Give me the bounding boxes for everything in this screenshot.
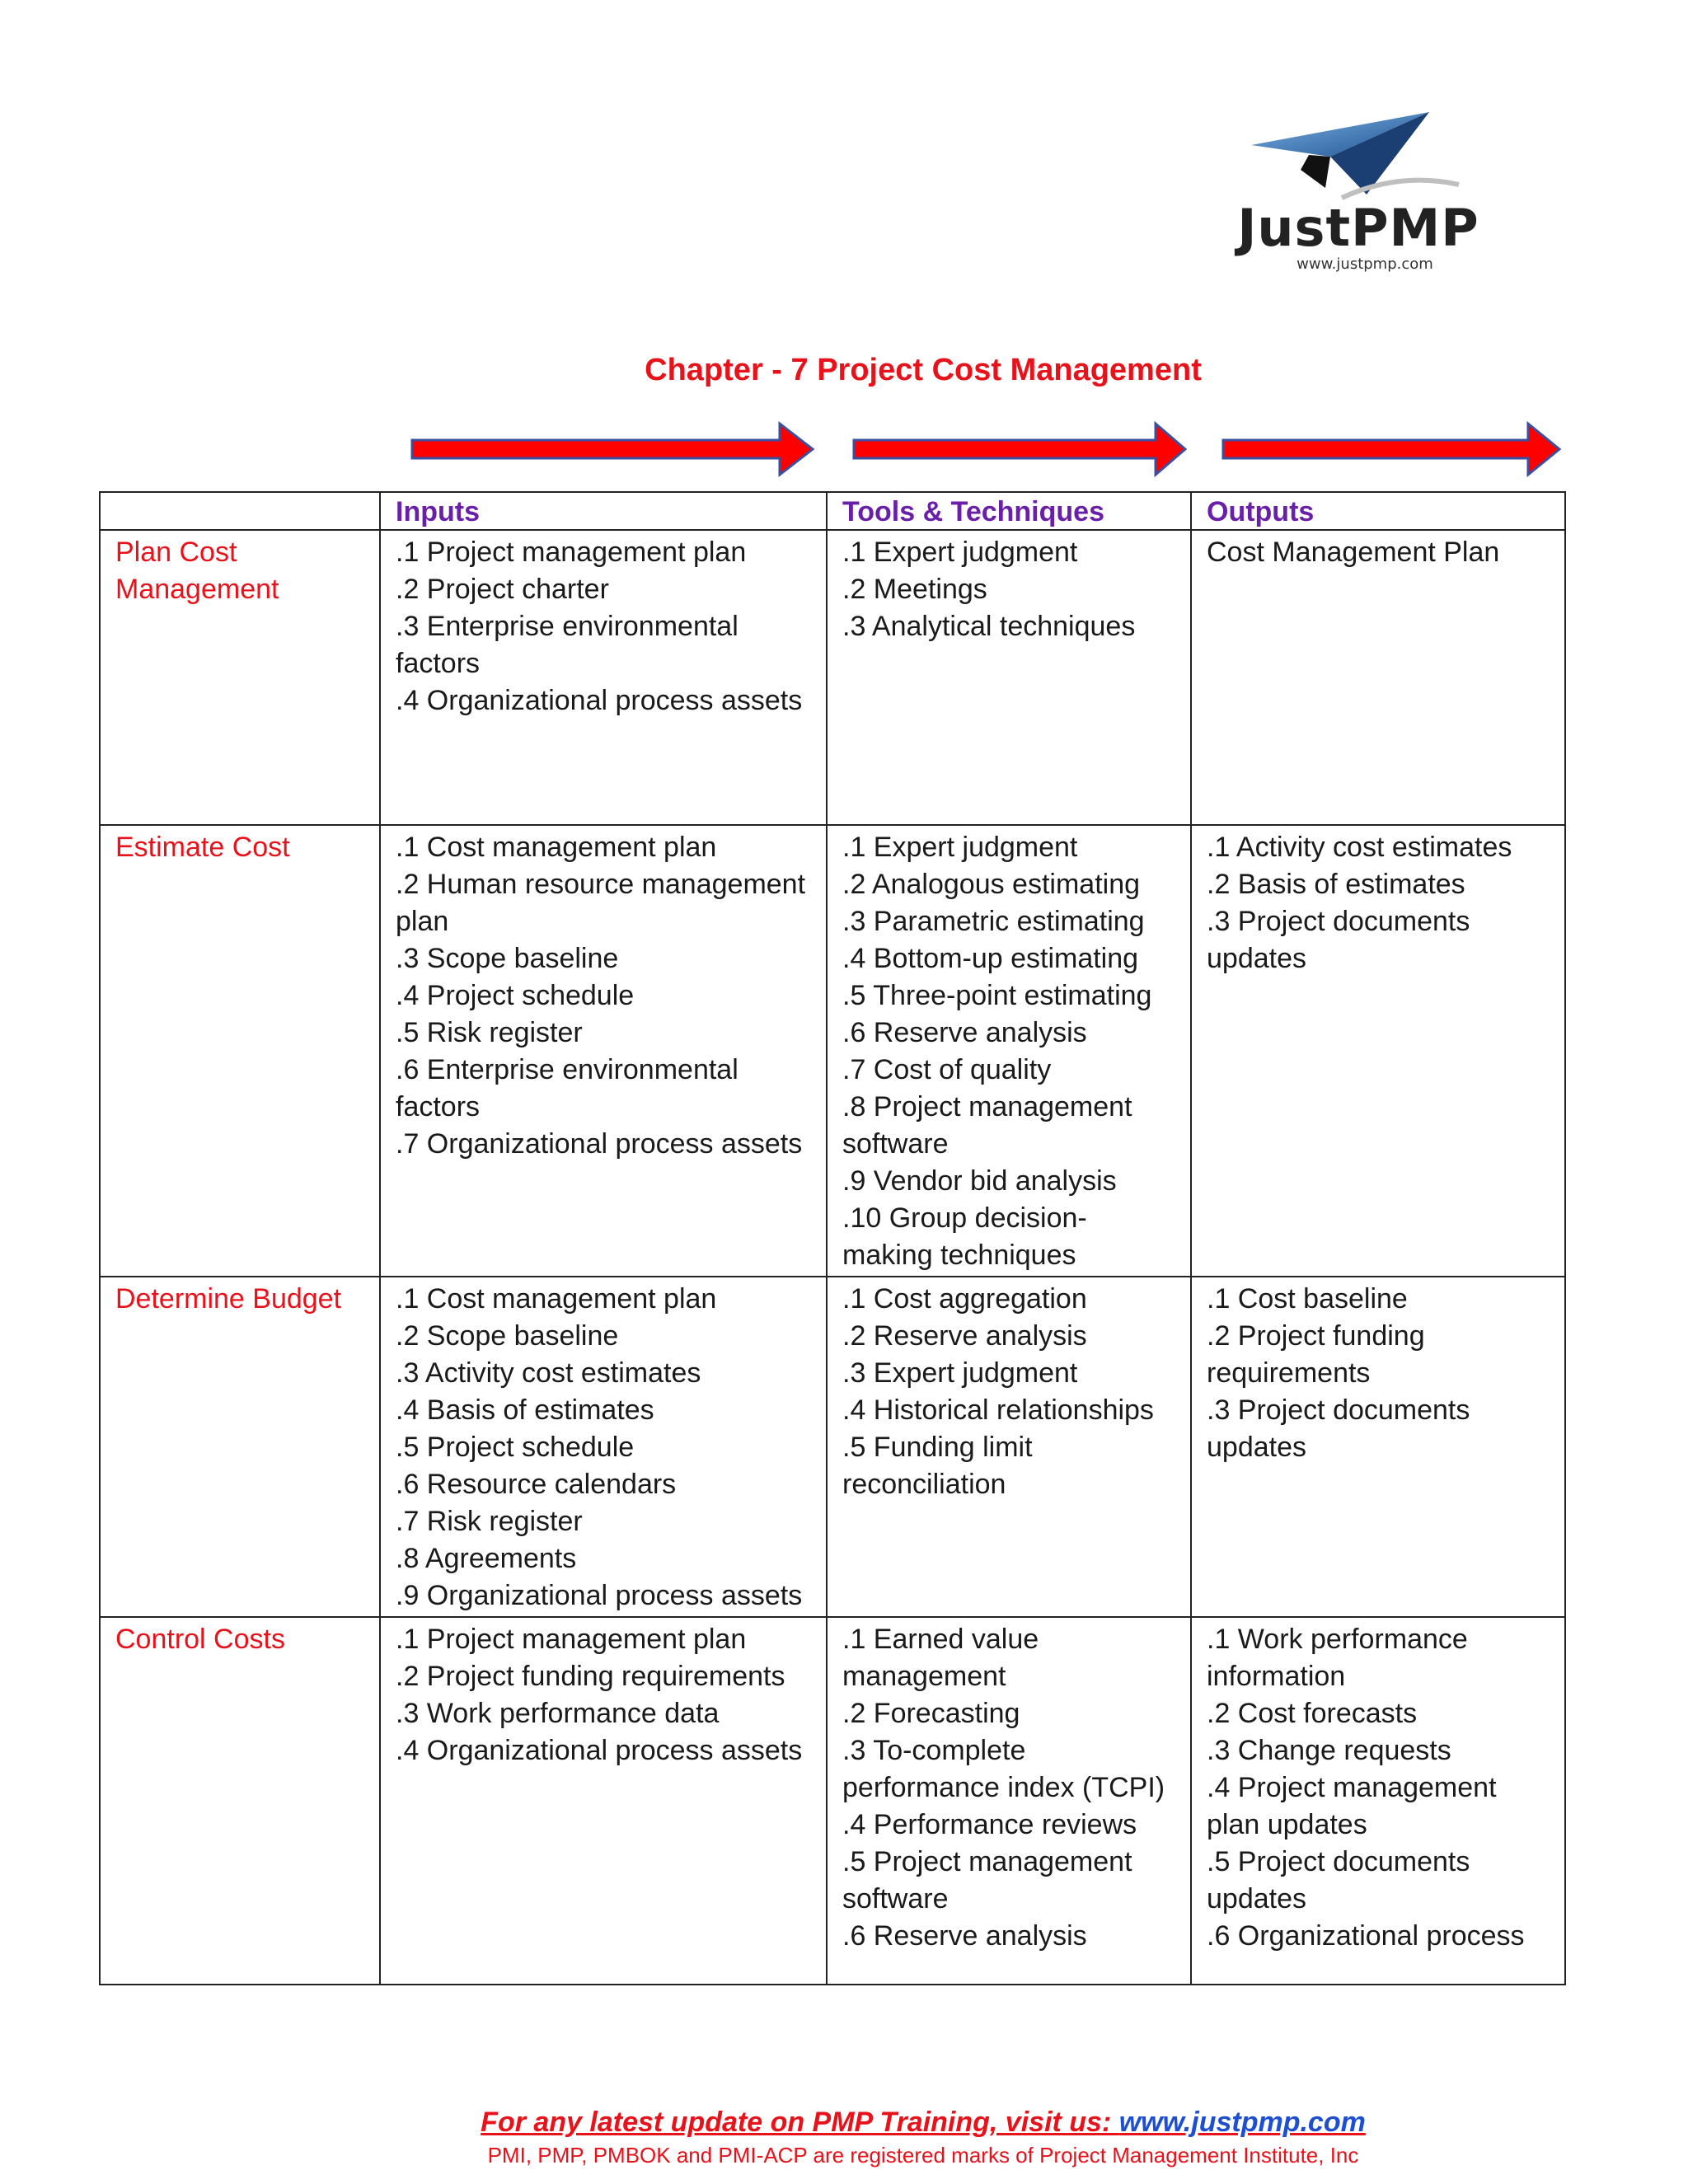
list-item: .2 Meetings [842, 574, 987, 605]
cell-inputs [380, 825, 827, 1277]
list-item: .3 Parametric estimating [842, 906, 1145, 937]
list-item: .5 Risk register [396, 1017, 583, 1048]
footer-trademark: PMI, PMP, PMBOK and PMI-ACP are registered marks of Project Management Institute, Inc [487, 2143, 1359, 2168]
list-item: .6 Organizational process [1207, 1920, 1525, 1952]
arrow-right-icon [851, 420, 1189, 478]
footer-promo [0, 2107, 1688, 2139]
cell-outputs [1191, 1617, 1565, 1985]
list-item: .10 Group decision-making techniques [842, 1202, 1087, 1271]
cell-inputs [380, 1617, 827, 1985]
list-item: .2 Project funding requirements [1207, 1320, 1425, 1389]
cell-tools [827, 825, 1191, 1277]
page-title: Chapter - 7 Project Cost Management [645, 353, 1202, 387]
list-item: .4 Historical relationships [842, 1394, 1154, 1426]
cell-tools [827, 1277, 1191, 1617]
list-item: .3 Project documents updates [1207, 1394, 1470, 1463]
logo-url: www.justpmp.com [1296, 255, 1433, 273]
process-name: Determine Budget [100, 1277, 380, 1617]
list-item: .3 Scope baseline [396, 943, 619, 974]
arrow-right-icon [409, 420, 816, 478]
list-item: .9 Vendor bid analysis [842, 1165, 1117, 1197]
table-row [100, 1617, 1565, 1985]
list-item: .5 Project documents updates [1207, 1846, 1470, 1915]
paper-plane-icon [1251, 105, 1465, 204]
list-item: .9 Organizational process assets [396, 1580, 803, 1611]
list-item: .5 Funding limit reconciliation [842, 1432, 1033, 1500]
cell-inputs [380, 530, 827, 825]
list-item: .4 Basis of estimates [396, 1394, 654, 1426]
process-name: Estimate Cost [100, 825, 380, 1277]
list-item: .1 Earned value management [842, 1624, 1039, 1692]
list-item: .3 Project documents updates [1207, 906, 1470, 974]
list-item: .8 Agreements [396, 1543, 577, 1574]
header-process [100, 492, 380, 530]
table-row [100, 825, 1565, 1277]
list-item: .3 Activity cost estimates [396, 1357, 701, 1389]
list-item: .4 Project management plan updates [1207, 1772, 1497, 1840]
logo-wordmark: JustPMP [1237, 198, 1479, 258]
cell-tools [827, 530, 1191, 825]
list-item: .4 Organizational process assets [396, 685, 803, 716]
list-item: .2 Forecasting [842, 1698, 1020, 1729]
list-item: .1 Work performance information [1207, 1624, 1468, 1692]
footer-link[interactable]: www.justpmp.com [1118, 2107, 1366, 2138]
list-item: .3 Enterprise environmental factors [396, 611, 738, 679]
list-item: .1 Expert judgment [842, 832, 1078, 863]
list-item: Cost Management Plan [1207, 537, 1500, 568]
list-item: .8 Project management software [842, 1091, 1132, 1160]
list-item: .7 Risk register [396, 1506, 583, 1537]
list-item: .3 Analytical techniques [842, 611, 1136, 642]
list-item: .2 Project charter [396, 574, 609, 605]
list-item: .7 Organizational process assets [396, 1128, 803, 1160]
list-item: .4 Bottom-up estimating [842, 943, 1139, 974]
table-row [100, 1277, 1565, 1617]
footer-promo-text: For any latest update on PMP Training, visit us: [481, 2107, 1119, 2138]
list-item: .5 Three-point estimating [842, 980, 1152, 1011]
list-item: .7 Cost of quality [842, 1054, 1052, 1085]
cell-outputs [1191, 1277, 1565, 1617]
list-item: .6 Enterprise environmental factors [396, 1054, 738, 1122]
list-item: .1 Cost aggregation [842, 1283, 1087, 1315]
header-inputs: Inputs [380, 492, 827, 530]
itto-table [99, 491, 1566, 1985]
table-row [100, 530, 1565, 825]
list-item: .2 Basis of estimates [1207, 869, 1465, 900]
list-item: .6 Resource calendars [396, 1469, 677, 1500]
cell-tools [827, 1617, 1191, 1985]
list-item: .1 Project management plan [396, 1624, 747, 1655]
list-item: .6 Reserve analysis [842, 1017, 1087, 1048]
justpmp-logo [1218, 105, 1498, 279]
header-tools: Tools & Techniques [827, 492, 1191, 530]
cell-outputs [1191, 530, 1565, 825]
list-item: .2 Analogous estimating [842, 869, 1141, 900]
list-item: .5 Project schedule [396, 1432, 635, 1463]
list-item: .3 Change requests [1207, 1735, 1451, 1766]
list-item: .2 Reserve analysis [842, 1320, 1087, 1352]
list-item: .4 Organizational process assets [396, 1735, 803, 1766]
process-name: Control Costs [100, 1617, 380, 1985]
list-item: .4 Performance reviews [842, 1809, 1137, 1840]
list-item: .2 Human resource management plan [396, 869, 806, 937]
process-name: Plan Cost Management [100, 530, 380, 825]
list-item: .1 Project management plan [396, 537, 747, 568]
list-item: .1 Cost management plan [396, 1283, 717, 1315]
header-outputs: Outputs [1191, 492, 1565, 530]
list-item: .1 Activity cost estimates [1207, 832, 1512, 863]
list-item: .2 Cost forecasts [1207, 1698, 1418, 1729]
cell-inputs [380, 1277, 827, 1617]
arrow-right-icon [1220, 420, 1563, 478]
list-item: .6 Reserve analysis [842, 1920, 1087, 1952]
list-item: .2 Scope baseline [396, 1320, 619, 1352]
list-item: .3 Expert judgment [842, 1357, 1078, 1389]
list-item: .1 Cost management plan [396, 832, 717, 863]
list-item: .3 To-complete performance index (TCPI) [842, 1735, 1165, 1803]
list-item: .1 Cost baseline [1207, 1283, 1408, 1315]
list-item: .5 Project management software [842, 1846, 1132, 1915]
table-header-row [100, 492, 1565, 530]
list-item: .2 Project funding requirements [396, 1661, 785, 1692]
list-item: .1 Expert judgment [842, 537, 1078, 568]
cell-outputs [1191, 825, 1565, 1277]
list-item: .3 Work performance data [396, 1698, 720, 1729]
list-item: .4 Project schedule [396, 980, 635, 1011]
